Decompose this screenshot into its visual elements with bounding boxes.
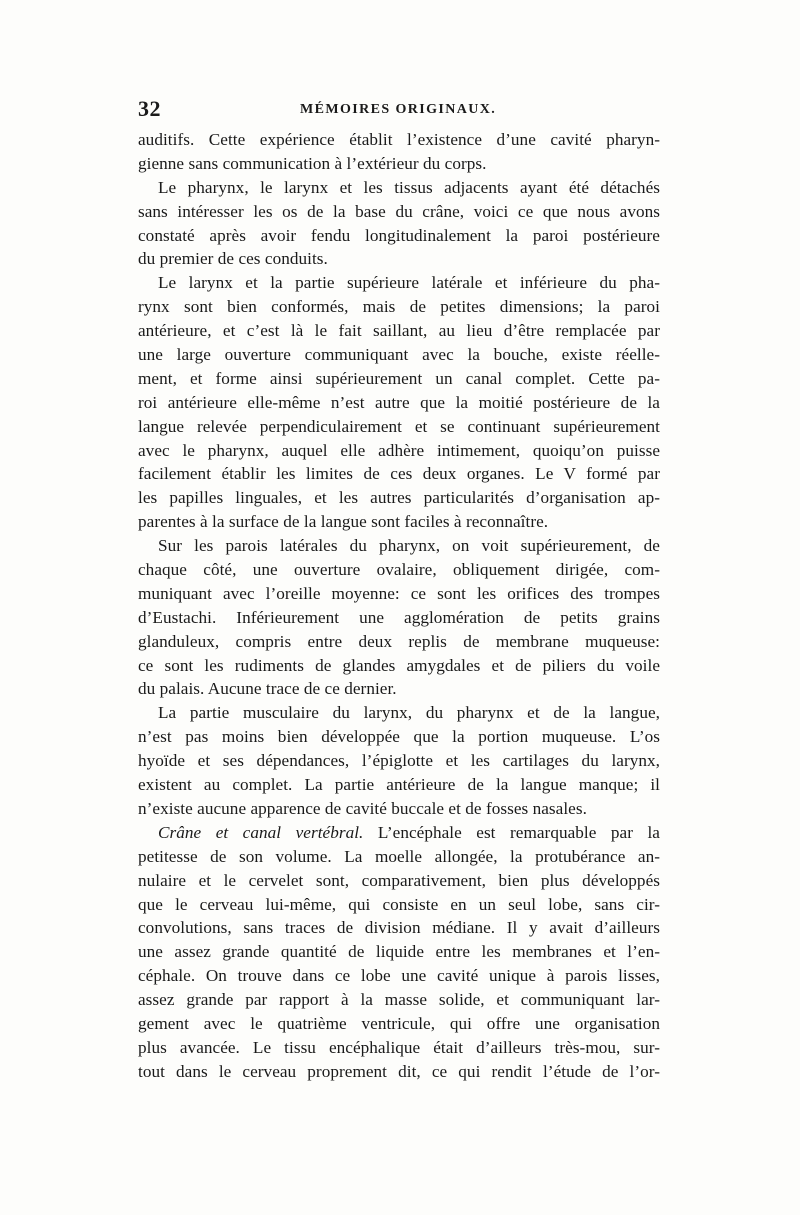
text-line: ment, et forme ainsi supérieurement un canal complet. Cette pa- — [138, 368, 660, 388]
text-line: assez grande par rapport à la masse solide, et communiquant lar- — [138, 990, 660, 1010]
text-line: avec le pharynx, auquel elle adhère intimement, quoiqu’on puisse — [138, 440, 660, 460]
text-line: gement avec le quatrième ventricule, qui offre une organisation — [138, 1013, 660, 1033]
text-line: glanduleux, compris entre deux replis de membrane muqueuse: — [138, 631, 660, 651]
text-line: tout dans le cerveau proprement dit, ce qui rendit l’étude de l’or- — [138, 1061, 660, 1081]
text-line: langue relevée perpendiculairement et se continuant supérieurement — [138, 416, 660, 436]
body-text — [138, 128, 660, 1084]
section-heading-inline: Crâne et canal vertébral. — [158, 822, 364, 842]
text-line: céphale. On trouve dans ce lobe une cavité unique à parois lisses, — [138, 966, 660, 986]
running-header — [138, 96, 658, 124]
text-line: convolutions, sans traces de division médiane. Il y avait d’ailleurs — [138, 918, 660, 938]
text-line-rest: L’encéphale est remarquable par la — [377, 822, 660, 842]
text-line: plus avancée. Le tissu encéphalique était d’ailleurs très-mou, sur- — [138, 1037, 660, 1057]
text-line: rynx sont bien conformés, mais de petites dimensions; la paroi — [138, 297, 660, 317]
text-line: du palais. Aucune trace de ce dernier. — [138, 679, 397, 699]
text-line: que le cerveau lui-même, qui consiste en un seul lobe, sans cir- — [138, 894, 660, 914]
text-line: n’existe aucune apparence de cavité buccale et de fosses nasales. — [138, 798, 587, 818]
text-line: les papilles linguales, et les autres particularités d’organisation ap- — [138, 488, 660, 508]
text-line: nulaire et le cervelet sont, comparativement, bien plus développés — [138, 870, 660, 890]
text-line: une large ouverture communiquant avec la bouche, existe réelle- — [138, 345, 660, 365]
text-line: d’Eustachi. Inférieurement une agglomération de petits grains — [138, 607, 660, 627]
text-line: sans intéresser les os de la base du crâne, voici ce que nous avons — [138, 201, 660, 221]
text-line: du premier de ces conduits. — [138, 249, 328, 269]
running-title: MÉMOIRES ORIGINAUX. — [300, 102, 497, 117]
text-line-with-heading — [138, 821, 660, 845]
text-line: une assez grande quantité de liquide entre les membranes et l’en- — [138, 942, 660, 962]
text-line: Sur les parois latérales du pharynx, on voit supérieurement, de — [158, 536, 660, 556]
text-line: ce sont les rudiments de glandes amygdales et de piliers du voile — [138, 655, 660, 675]
text-line: Le larynx et la partie supérieure latérale et inférieure du pha- — [158, 273, 660, 293]
text-line: chaque côté, une ouverture ovalaire, obliquement dirigée, com- — [138, 560, 660, 580]
text-line: hyoïde et ses dépendances, l’épiglotte et les cartilages du larynx, — [138, 751, 660, 771]
text-line: muniquant avec l’oreille moyenne: ce sont les orifices des trompes — [138, 583, 660, 603]
text-line: petitesse de son volume. La moelle allongée, la protubérance an- — [138, 846, 660, 866]
text-line: La partie musculaire du larynx, du pharynx et de la langue, — [158, 703, 660, 723]
text-line: constaté après avoir fendu longitudinalement la paroi postérieure — [138, 225, 660, 245]
text-line: facilement établir les limites de ces deux organes. Le V formé par — [138, 464, 660, 484]
page-number: 32 — [138, 96, 161, 121]
text-line: existent au complet. La partie antérieure de la langue manque; il — [138, 775, 660, 795]
text-line: parentes à la surface de la langue sont faciles à reconnaître. — [138, 512, 549, 532]
text-line: n’est pas moins bien développée que la portion muqueuse. L’os — [138, 727, 660, 747]
text-line: gienne sans communication à l’extérieur du corps. — [138, 153, 487, 173]
text-line: Le pharynx, le larynx et les tissus adjacents ayant été détachés — [158, 177, 660, 197]
text-line: antérieure, et c’est là le fait saillant, au lieu d’être remplacée par — [138, 321, 660, 341]
text-line: roi antérieure elle-même n’est autre que la moitié postérieure de la — [138, 392, 660, 412]
text-line: auditifs. Cette expérience établit l’existence d’une cavité pharyn- — [138, 130, 660, 149]
